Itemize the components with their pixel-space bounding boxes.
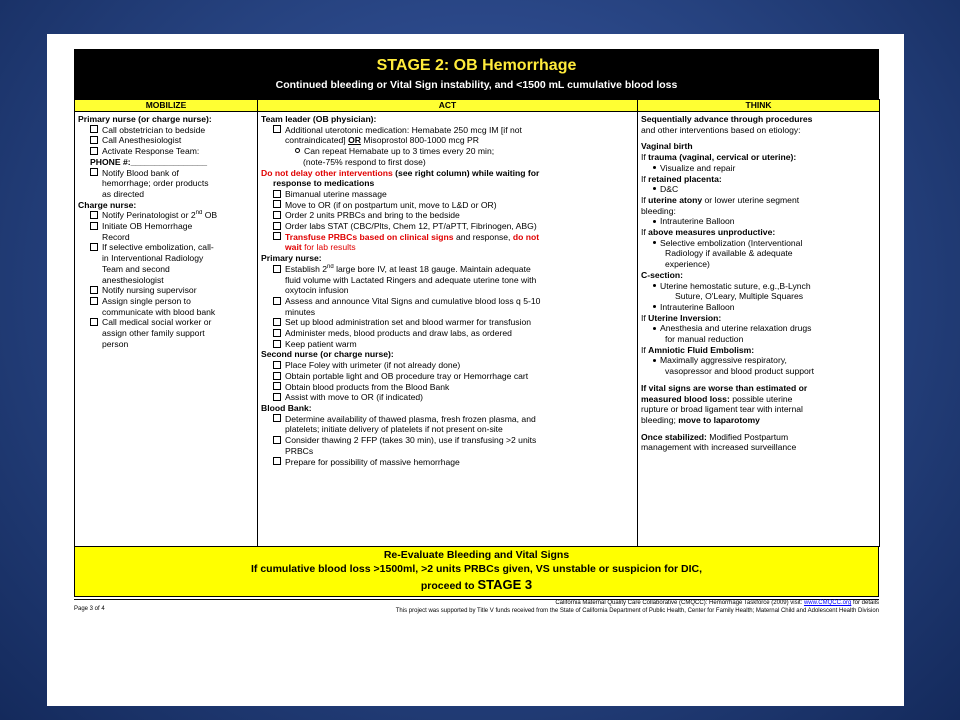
checkbox-icon bbox=[273, 372, 281, 380]
atony-line: If uterine atony or lower uterine segment bbox=[641, 194, 800, 205]
vital-signs-line: If vital signs are worse than estimated or bbox=[641, 382, 808, 393]
trauma-line: If trauma (vaginal, cervical or uterine): bbox=[641, 152, 797, 163]
checklist-item-continued: Team and second bbox=[102, 263, 170, 274]
checkbox-icon bbox=[273, 318, 281, 326]
checkbox-icon bbox=[273, 329, 281, 337]
checklist-item: Notify nursing supervisor bbox=[78, 285, 254, 296]
bullet-item-continued: experience) bbox=[665, 259, 710, 270]
blood-bank-heading: Blood Bank: bbox=[261, 402, 312, 413]
bullet-item-continued: vasopressor and blood product support bbox=[665, 366, 815, 377]
column-header-mobilize: MOBILIZE bbox=[75, 100, 258, 112]
vital-signs-line-2: measured blood loss: possible uterine bbox=[641, 393, 793, 404]
re-evaluate-banner bbox=[74, 547, 879, 597]
stabilized-line: Once stabilized: Modified Postpartum bbox=[641, 431, 789, 442]
bullet-item-continued: for manual reduction bbox=[665, 334, 744, 345]
checklist-item: Activate Response Team: bbox=[78, 146, 254, 157]
checklist-item: Notify Blood bank of bbox=[78, 168, 254, 179]
bullet-icon bbox=[653, 220, 656, 223]
checkbox-icon bbox=[90, 168, 98, 176]
checklist-item: Determine availability of thawed plasma, fresh frozen plasma, and bbox=[261, 414, 634, 425]
checklist-item-continued: in Interventional Radiology bbox=[102, 253, 204, 264]
bullet-icon bbox=[653, 359, 656, 362]
bullet-icon bbox=[653, 241, 656, 244]
checklist-item-continued: minutes bbox=[285, 306, 316, 317]
checklist-item: Initiate OB Hemorrhage bbox=[78, 221, 254, 232]
checklist-item: Keep patient warm bbox=[261, 339, 634, 350]
checkbox-icon bbox=[273, 125, 281, 133]
sub-item-note: (note-75% respond to first dose) bbox=[303, 156, 426, 167]
bullet-item-continued: Radiology if available & adequate bbox=[665, 248, 793, 259]
placenta-line: If retained placenta: bbox=[641, 173, 722, 184]
checkbox-icon bbox=[90, 125, 98, 133]
act-column bbox=[258, 112, 638, 547]
primary-nurse-act-heading: Primary nurse: bbox=[261, 253, 322, 264]
think-column bbox=[638, 112, 880, 547]
checkbox-icon bbox=[90, 297, 98, 305]
csection-heading: C-section: bbox=[641, 269, 684, 280]
bullet-item: Visualize and repair bbox=[641, 163, 876, 174]
checkbox-icon bbox=[273, 265, 281, 273]
bullet-item-continued: Suture, O'Leary, Multiple Squares bbox=[675, 291, 804, 302]
checklist-item: Obtain portable light and OB procedure tray or Hemorrhage cart bbox=[261, 371, 634, 382]
checklist-item: Call medical social worker or bbox=[78, 317, 254, 328]
checkbox-icon bbox=[90, 286, 98, 294]
checklist-item: Order labs STAT (CBC/Plts, Chem 12, PT/aPTT, Fibrinogen, ABG) bbox=[261, 221, 634, 232]
cmqcc-link[interactable]: www.CMQCC.org bbox=[803, 600, 852, 606]
vital-signs-line-3: rupture or broad ligament tear with internal bbox=[641, 404, 803, 415]
checklist-item: Administer meds, blood products and draw labs, as ordered bbox=[261, 328, 634, 339]
second-nurse-heading: Second nurse (or charge nurse): bbox=[261, 349, 394, 360]
checkbox-icon bbox=[273, 200, 281, 208]
checklist-item-continued: assign other family support bbox=[102, 328, 205, 339]
stage-title: STAGE 2: OB Hemorrhage bbox=[376, 57, 577, 74]
slide-page bbox=[47, 34, 904, 706]
team-leader-heading: Team leader (OB physician): bbox=[261, 114, 377, 124]
bullet-item: Intrauterine Balloon bbox=[641, 216, 876, 227]
phone-label: PHONE #:________________ bbox=[90, 156, 208, 167]
column-header-act: ACT bbox=[258, 100, 638, 112]
page-number: Page 3 of 4 bbox=[74, 606, 105, 612]
checklist-item-continued: hemorrhage; order products bbox=[102, 178, 209, 189]
checkbox-icon bbox=[90, 222, 98, 230]
re-evaluate-criteria: If cumulative blood loss >1500ml, >2 units PRBCs given, VS unstable or suspicion for DIC, bbox=[250, 563, 703, 575]
bullet-item: Selective embolization (Interventional bbox=[641, 238, 876, 249]
checkbox-icon bbox=[90, 147, 98, 155]
atony-line-continued: bleeding: bbox=[641, 205, 676, 216]
checklist-item: Bimanual uterine massage bbox=[261, 189, 634, 200]
checklist-item-continued: platelets; initiate delivery of platelets if not present on-site bbox=[285, 424, 503, 435]
checkbox-icon bbox=[90, 211, 98, 219]
checkbox-icon bbox=[90, 136, 98, 144]
checklist-item: Move to OR (if on postpartum unit, move to L&D or OR) bbox=[261, 200, 634, 211]
checkbox-icon bbox=[273, 361, 281, 369]
checklist-item-continued: wait for lab results bbox=[285, 242, 356, 253]
checkbox-icon bbox=[273, 190, 281, 198]
checklist-item: Assist with move to OR (if indicated) bbox=[261, 392, 634, 403]
bullet-icon bbox=[653, 166, 656, 169]
do-not-delay-continued: response to medications bbox=[273, 178, 375, 189]
stabilized-line-continued: management with increased surveillance bbox=[641, 442, 797, 453]
checkbox-icon bbox=[273, 393, 281, 401]
checkbox-icon bbox=[273, 297, 281, 305]
bullet-icon bbox=[653, 284, 656, 287]
funding-note: This project was supported by Title V funds received from the State of California Department of Public Health, Center for Family Health; Maternal Child and Adolescent Health Division bbox=[395, 607, 879, 614]
checklist-item-continued: PRBCs bbox=[285, 445, 314, 456]
checklist-item-continued: oxytocin infusion bbox=[285, 285, 349, 296]
checklist-item-continued: anesthesiologist bbox=[102, 274, 164, 285]
checklist-item: Additional uterotonic medication: Hemabate 250 mcg IM [if not bbox=[261, 125, 634, 136]
checklist-item: Call Anesthesiologist bbox=[78, 135, 254, 146]
mobilize-column bbox=[75, 112, 258, 547]
checklist-item-continued: fluid volume with Lactated Ringers and adequate uterine tone with bbox=[285, 274, 537, 285]
checklist-item-continued: person bbox=[102, 338, 129, 349]
checklist-item: Obtain blood products from the Blood Bank bbox=[261, 382, 634, 393]
circle-bullet-icon bbox=[295, 148, 300, 153]
column-header-think: THINK bbox=[638, 100, 880, 112]
primary-nurse-heading: Primary nurse (or charge nurse): bbox=[78, 114, 212, 124]
checkbox-icon bbox=[273, 414, 281, 422]
checkbox-icon bbox=[273, 222, 281, 230]
checklist-item: Set up blood administration set and blood warmer for transfusion bbox=[261, 317, 634, 328]
inversion-line: If Uterine Inversion: bbox=[641, 312, 722, 323]
checkbox-icon bbox=[90, 243, 98, 251]
protocol-table bbox=[74, 99, 880, 547]
checkbox-icon bbox=[273, 211, 281, 219]
think-intro: Sequentially advance through procedures bbox=[641, 114, 813, 124]
bullet-icon bbox=[653, 305, 656, 308]
checklist-item-continued: Record bbox=[102, 231, 130, 242]
checklist-item: Place Foley with urimeter (if not already done) bbox=[261, 360, 634, 371]
checklist-item: Transfuse PRBCs based on clinical signs and response, do not bbox=[261, 232, 634, 243]
think-intro-continued: and other interventions based on etiology: bbox=[641, 124, 801, 135]
amniotic-line: If Amniotic Fluid Embolism: bbox=[641, 344, 755, 355]
checklist-item: Call obstetrician to bedside bbox=[78, 125, 254, 136]
checklist-item-continued: communicate with blood bank bbox=[102, 306, 216, 317]
do-not-delay-line: Do not delay other interventions (see right column) while waiting for bbox=[261, 167, 540, 178]
re-evaluate-heading: Re-Evaluate Bleeding and Vital Signs bbox=[383, 549, 570, 561]
vital-signs-line-4: bleeding; move to laparotomy bbox=[641, 414, 760, 425]
bullet-item: Anesthesia and uterine relaxation drugs bbox=[641, 323, 876, 334]
checklist-item: Order 2 units PRBCs and bring to the bedside bbox=[261, 210, 634, 221]
bullet-item: Maximally aggressive respiratory, bbox=[641, 355, 876, 366]
document bbox=[74, 49, 879, 622]
vaginal-birth-heading: Vaginal birth bbox=[641, 141, 693, 152]
title-bar bbox=[74, 49, 879, 99]
sub-item: Can repeat Hemabate up to 3 times every 20 min; bbox=[261, 146, 634, 157]
checklist-item: Assign single person to bbox=[78, 296, 254, 307]
bullet-icon bbox=[653, 187, 656, 190]
checkbox-icon bbox=[273, 457, 281, 465]
checkbox-icon bbox=[273, 436, 281, 444]
footer-credits: California Maternal Quality Care Collaborative (CMQCC): Hemorrhage Taskforce (2009) visit: www.CMQCC.org for details This project was supported by Title V funds received from the State of California Department of Public Health, Center for Family Health; Maternal Child and Adolescent Health Division bbox=[395, 600, 879, 614]
checkbox-icon bbox=[273, 382, 281, 390]
checklist-item-continued: contraindicated] OR Misoprostol 800-1000 mcg PR bbox=[285, 135, 479, 146]
checkbox-icon bbox=[90, 318, 98, 326]
checklist-item: Prepare for possibility of massive hemorrhage bbox=[261, 457, 634, 468]
checkbox-icon bbox=[273, 340, 281, 348]
bullet-icon bbox=[653, 327, 656, 330]
bullet-item: D&C bbox=[641, 184, 876, 195]
bullet-item: Uterine hemostatic suture, e.g.,B-Lynch bbox=[641, 281, 876, 292]
checklist-item: Notify Perinatologist or 2nd OB bbox=[78, 210, 254, 221]
checklist-item: Establish 2nd large bore IV, at least 18 gauge. Maintain adequate bbox=[261, 264, 634, 275]
above-measures-line: If above measures unproductive: bbox=[641, 227, 776, 238]
page-footer bbox=[74, 599, 879, 622]
checklist-item-continued: as directed bbox=[102, 188, 145, 199]
checkbox-icon bbox=[273, 232, 281, 240]
checklist-item: Assess and announce Vital Signs and cumulative blood loss q 5-10 bbox=[261, 296, 634, 307]
proceed-line: proceed to STAGE 3 bbox=[420, 577, 533, 592]
checklist-item: Consider thawing 2 FFP (takes 30 min), use if transfusing >2 units bbox=[261, 435, 634, 446]
bullet-item: Intrauterine Balloon bbox=[641, 302, 876, 313]
charge-nurse-heading: Charge nurse: bbox=[78, 199, 137, 210]
checklist-item: If selective embolization, call- bbox=[78, 242, 254, 253]
stage-subtitle: Continued bleeding or Vital Sign instability, and <1500 mL cumulative blood loss bbox=[275, 79, 678, 91]
